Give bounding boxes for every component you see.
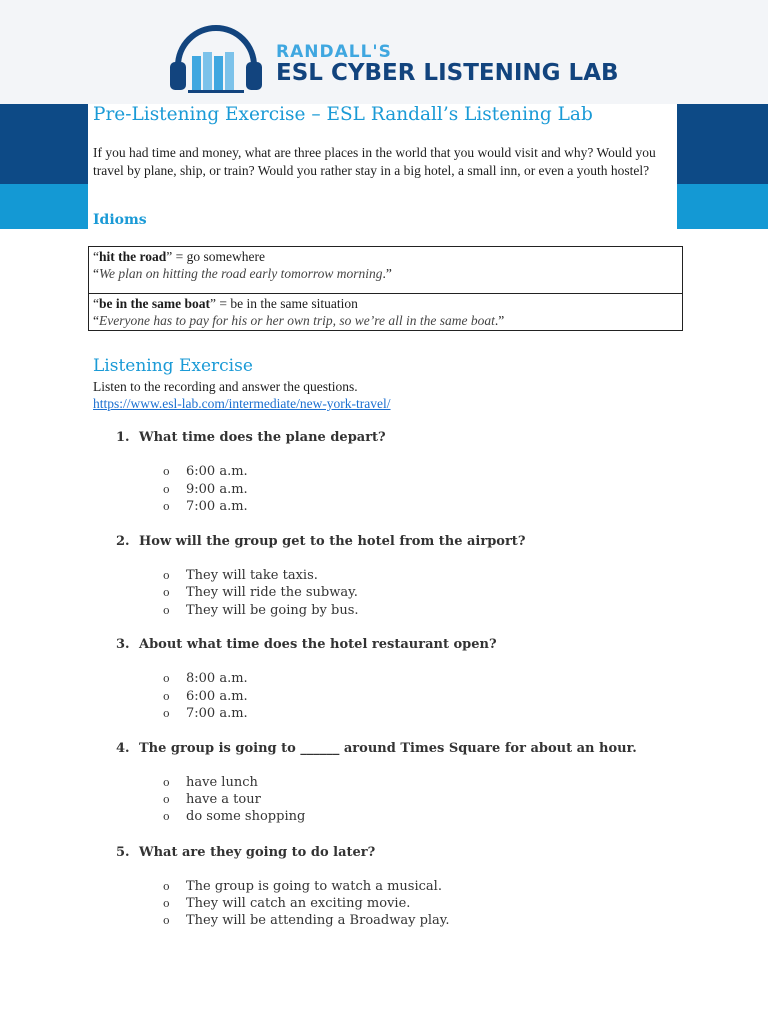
- bullet-icon: o: [163, 707, 170, 720]
- bullet-icon: o: [163, 690, 170, 703]
- quote-open: “: [93, 249, 99, 264]
- option-text: They will be going by bus.: [186, 603, 359, 618]
- bullet-icon: o: [163, 483, 170, 496]
- bullet-icon: o: [163, 569, 170, 582]
- headphones-icon: [166, 18, 266, 102]
- option-text: have lunch: [186, 775, 258, 790]
- recording-link[interactable]: https://www.esl-lab.com/intermediate/new-york-travel/: [93, 396, 391, 411]
- question-5: [116, 845, 375, 860]
- answer-option: [163, 706, 248, 721]
- question-2: [116, 534, 525, 549]
- answer-option: [163, 879, 442, 894]
- side-band-right-light: [677, 184, 768, 229]
- question-text: The group is going to ______ around Times Square for about an hour.: [139, 741, 637, 756]
- bullet-icon: o: [163, 672, 170, 685]
- answer-option: [163, 603, 359, 618]
- idiom-meaning: ” = be in the same situation: [210, 296, 358, 311]
- question-text: About what time does the hotel restaurant open?: [139, 637, 497, 652]
- bullet-icon: o: [163, 897, 170, 910]
- idiom-row: [89, 293, 682, 330]
- idioms-table: [88, 246, 683, 331]
- answer-option: [163, 482, 248, 497]
- bullet-icon: o: [163, 500, 170, 513]
- question-number: 5.: [116, 845, 130, 860]
- question-3: [116, 637, 497, 652]
- answer-option: [163, 568, 318, 583]
- option-text: They will catch an exciting movie.: [186, 896, 411, 911]
- bullet-icon: o: [163, 880, 170, 893]
- quote-close: .”: [382, 266, 392, 281]
- option-text: They will be attending a Broadway play.: [186, 913, 450, 928]
- page-title: Pre-Listening Exercise – ESL Randall’s Listening Lab: [93, 104, 593, 125]
- intro-paragraph: If you had time and money, what are three places in the world that you would visit and why? Would you travel by plane, ship, or train? Would you rather stay in a big hotel, a small inn, or even a youth hostel?: [93, 145, 656, 178]
- side-band-left-light: [0, 184, 88, 229]
- answer-option: [163, 585, 358, 600]
- question-text: What time does the plane depart?: [139, 430, 386, 445]
- idioms-heading: Idioms: [93, 212, 147, 228]
- idiom-example: Everyone has to pay for his or her own trip, so we’re all in the same boat: [99, 313, 495, 328]
- bullet-icon: o: [163, 465, 170, 478]
- answer-option: [163, 775, 258, 790]
- option-text: 6:00 a.m.: [186, 464, 248, 479]
- question-number: 3.: [116, 637, 130, 652]
- option-text: do some shopping: [186, 809, 306, 824]
- question-number: 4.: [116, 741, 130, 756]
- bullet-icon: o: [163, 914, 170, 927]
- bullet-icon: o: [163, 776, 170, 789]
- quote-open: “: [93, 313, 99, 328]
- idiom-example: We plan on hitting the road early tomorrow morning: [99, 266, 383, 281]
- answer-option: [163, 671, 248, 686]
- answer-option: [163, 896, 410, 911]
- question-4: [116, 741, 637, 756]
- option-text: 6:00 a.m.: [186, 689, 248, 704]
- answer-option: [163, 499, 248, 514]
- option-text: 7:00 a.m.: [186, 499, 248, 514]
- answer-option: [163, 913, 450, 928]
- answer-option: [163, 792, 261, 807]
- listening-heading: Listening Exercise: [93, 356, 253, 376]
- logo-subtitle: RANDALL'S: [276, 42, 392, 62]
- option-text: 8:00 a.m.: [186, 671, 248, 686]
- option-text: 7:00 a.m.: [186, 706, 248, 721]
- quote-close: .”: [494, 313, 505, 328]
- bullet-icon: o: [163, 810, 170, 823]
- logo-title: ESL CYBER LISTENING LAB: [276, 60, 619, 86]
- answer-option: [163, 689, 248, 704]
- idiom-term: be in the same boat: [99, 296, 210, 311]
- quote-open: “: [93, 266, 99, 281]
- question-number: 1.: [116, 430, 130, 445]
- option-text: They will take taxis.: [186, 568, 318, 583]
- question-1: [116, 430, 386, 445]
- side-band-right-dark: [677, 104, 768, 184]
- question-text: How will the group get to the hotel from the airport?: [139, 534, 526, 549]
- option-text: have a tour: [186, 792, 261, 807]
- answer-option: [163, 464, 248, 479]
- bullet-icon: o: [163, 604, 170, 617]
- option-text: 9:00 a.m.: [186, 482, 248, 497]
- idiom-meaning: ” = go somewhere: [166, 249, 265, 264]
- quote-open: “: [93, 296, 99, 311]
- idiom-term: hit the road: [99, 249, 167, 264]
- bullet-icon: o: [163, 793, 170, 806]
- logo: [166, 18, 619, 102]
- side-band-left-dark: [0, 104, 88, 184]
- option-text: They will ride the subway.: [186, 585, 358, 600]
- bullet-icon: o: [163, 586, 170, 599]
- option-text: The group is going to watch a musical.: [186, 879, 442, 894]
- question-number: 2.: [116, 534, 130, 549]
- question-text: What are they going to do later?: [139, 845, 376, 860]
- answer-option: [163, 809, 305, 824]
- idiom-row: [89, 247, 682, 293]
- listening-instruction: Listen to the recording and answer the questions.: [93, 379, 358, 394]
